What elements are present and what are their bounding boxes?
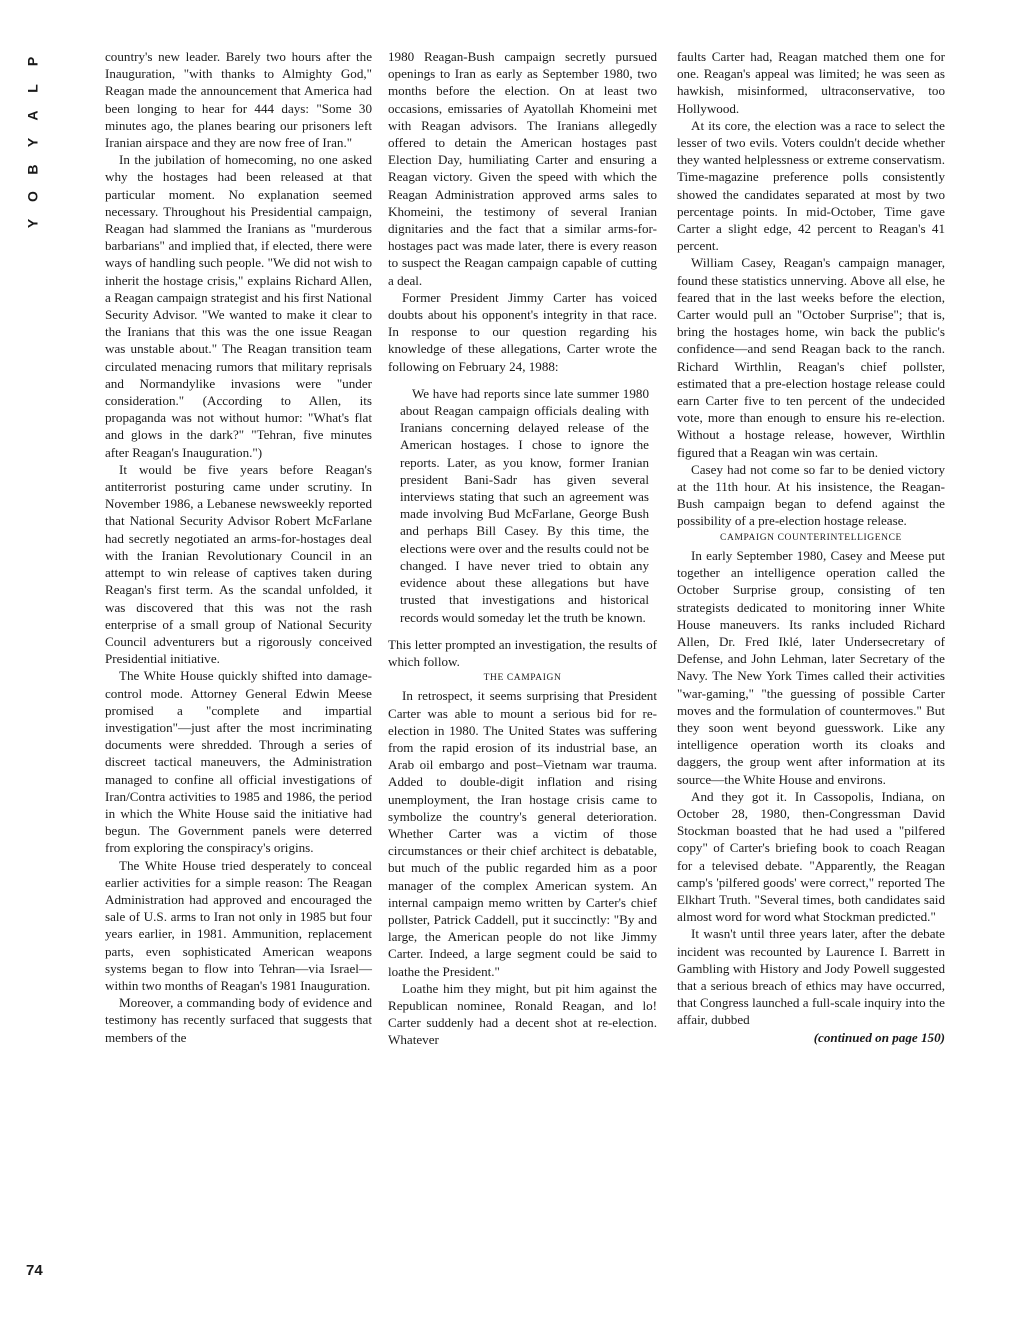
paragraph: In the jubilation of homecoming, no one asked why the hostages had been released at that particular moment. No explanation seemed necessary. Throughout his Presidential campaign, Reagan had slammed the Iranians as "murderous barbarians" and implied that, if elected, there were ways of handling such people. "We did not wish to inherit the hostage crisis," explains Richard Allen, a Reagan campaign strategist and his first National Security Advisor. "We wanted to make it clear to the Iranians that this was the one issue Reagan was unstable about." The Reagan transition team circulated menacing rumors that military reprisals and Normandylike invasions were "under consideration." (According to Allen, its propaganda was not without humor: "What's flat and glows in the dark?" "Tehran, five minutes after Reagan's Inauguration.") <box>105 152 372 460</box>
paragraph: William Casey, Reagan's campaign manager, found these statistics unnerving. Above all else, he feared that in the last weeks before the election, Carter would pull an "October Surprise"; that is, bring the hostages home, win back the public's confidence—and send Reagan back to the ranch. Richard Wirthlin, Reagan's chief pollster, estimated that a pre-election hostage release could earn Carter five to ten percent of the undecided vote, more than enough to ensure his re-election. Without a hostage release, however, Wirthlin figured that a Reagan win was certain. <box>677 255 945 460</box>
paragraph: This letter prompted an investigation, the results of which follow. <box>388 636 657 669</box>
paragraph: And they got it. In Cassopolis, Indiana, on October 28, 1980, then-Congressman David Stockman boasted that he had used a "pilfered copy" of Carter's briefing book to coach Reagan for a televised debate. "Apparently, the Reagan camp's 'pilfered goods' were correct," reported The Elkhart Truth. "Several times, both candidates said almost word for word what Stockman predicted." <box>677 788 945 925</box>
section-heading: CAMPAIGN COUNTERINTELLIGENCE <box>720 532 902 543</box>
paragraph: Loathe him they might, but pit him against the Republican nominee, Ronald Reagan, and lo! Carter suddenly had a decent shot at re-election. Whatever <box>388 980 657 1048</box>
magazine-name-vertical <box>22 48 44 237</box>
paragraph: 1980 Reagan-Bush campaign secretly pursued openings to Iran as early as September 1980, two months before the election. On at least two occasions, emissaries of Ayatollah Khomeini met with Reagan advisors. The Iranians allegedly offered to detain the American hostages past Election Day, humiliating Carter and ensuring a Reagan victory. Given the speed with which the Reagan Administration approved arms sales to Khomeini, the testimony of several Iranian dignitaries and the fact that a similar arms-for-hostages pact was made later, there is every reason to suspect the Reagan campaign capable of cutting a deal. <box>388 49 657 288</box>
paragraph: faults Carter had, Reagan matched them one for one. Reagan's appeal was limited; he was seen as hawkish, misinformed, ultraconservative, too Hollywood. <box>677 49 945 116</box>
paragraph: Moreover, a commanding body of evidence and testimony has recently surfaced that suggests that members of the <box>105 995 372 1045</box>
magazine-letter: A <box>24 110 41 121</box>
paragraph: It would be five years before Reagan's antiterrorist posturing came under scrutiny. In November 1986, a Lebanese newsweekly reported that National Security Advisor Robert McFarlane had secretly negotiated an arms-for-hostages deal with the Iranian Revolutionary Council in an attempt to win release of captives taken during Reagan's first term. As the scandal unfolded, it was discovered that this was not the rash enterprise of a small group of National Security Council adventurers but a rigorously conceived Presidential initiative. <box>105 461 372 667</box>
paragraph: The White House quickly shifted into damage-control mode. Attorney General Edwin Meese promised a "complete and impartial investigation"—just after the most incriminating documents were shredded. Through a series of discreet tactical maneuvers, the Administration managed to confine all official investigations of Iran/Contra activities to 1985 and 1986, the period in which the White House said the initiative had begun. The Government panels were deterred from exploring the conspiracy's origins. <box>105 668 372 856</box>
paragraph: In early September 1980, Casey and Meese put together an intelligence operation called the October Surprise group, consisting of ten strategists dedicated to monitoring inner White House maneuvers. Its ranks included Richard Allen, Dr. Fred Iklé, later Undersecretary of Defense, and John Lehman, later Secretary of the Navy. The New York Times called their activities "war-gaming," "the guessing of possible Carter moves and the formulation of countermoves." But they soon went beyond guesswork. Like any intelligence operation worth its cloaks and daggers, the group went after information at its source—the White House and environs. <box>677 547 945 787</box>
section-heading: THE CAMPAIGN <box>483 673 562 684</box>
magazine-letter: Y <box>24 218 41 229</box>
block-quote <box>400 385 649 626</box>
paragraph: At its core, the election was a race to select the lesser of two evils. Voters couldn't decide whether they wanted helplessness or extreme conservatism. Time-magazine preference polls consistently showed the candidates separated at most by two percentage points. In mid-October, Time gave Carter a slight edge, 42 percent to Reagan's 41 percent. <box>677 117 945 254</box>
quote-text: We have had reports since late summer 1980 about Reagan campaign officials dealing with Iranians concerning delayed release of the American hostages. I chose to ignore the reports. Later, as you know, former Iranian president Bani-Sadr has given several interviews stating that such an agreement was made involving Bud McFarlane, George Bush and perhaps Bill Casey. By this time, the elections were over and the results could not be changed. I have never tried to obtain any evidence about these allegations but have trusted that investigations and historical records would someday let the truth be known. <box>400 385 649 625</box>
column-1 <box>105 48 372 1046</box>
column-3 <box>677 48 945 1046</box>
magazine-letter: Y <box>24 137 41 148</box>
page-number: 74 <box>26 1262 43 1279</box>
magazine-letter: P <box>24 56 41 67</box>
paragraph: country's new leader. Barely two hours after the Inauguration, "with thanks to Almighty God," Reagan made the announcement that America had been longing to hear for 444 days: "Some 30 minutes ago, the planes bearing our prisoners left Iranian airspace and they are now free of Iran." <box>105 49 372 151</box>
continued-note: (continued on page 150) <box>813 1029 945 1045</box>
paragraph: Former President Jimmy Carter has voiced doubts about his opponent's integrity in that race. In response to our question regarding his knowledge of these allegations, Carter wrote the following on February 24, 1988: <box>388 289 657 374</box>
magazine-letter: L <box>24 84 41 93</box>
paragraph: In retrospect, it seems surprising that President Carter was able to mount a serious bid for re-election in 1980. The United States was suffering from the rapid erosion of its industrial base, an Arab oil embargo and post–Vietnam war trauma. Added to double-digit inflation and rising unemployment, the Iran hostage crisis came to symbolize the country's general deterioration. Whether Carter was a victim of those circumstances or their chief architect is debatable, but much of the public regarded him as a poor manager of the complex American system. An internal campaign memo written by Carter's chief pollster, Patrick Caddell, put it succinctly: "By and large, the American people do not like Jimmy Carter. Indeed, a large segment could be said to loathe the President." <box>388 688 657 979</box>
paragraph: Casey had not come so far to be denied victory at the 11th hour. At his insistence, the Reagan-Bush campaign began to defend against the possibility of a pre-election hostage release. <box>677 461 945 529</box>
paragraph: It wasn't until three years later, after the debate incident was recounted by Laurence I. Barrett in Gambling with History and Jody Powell suggested that a serious breach of ethics may have occurred, that Congress launched a full-scale inquiry into the affair, dubbed <box>677 926 945 1028</box>
paragraph: The White House tried desperately to conceal earlier activities for a simple reason: The Reagan Administration had approved and encouraged the sale of U.S. arms to Iran not only in 1985 but four years earlier, in 1981. Ammunition, replacement parts, even sophisticated American weapons systems began to flow into Tehran—via Israel—within two months of Reagan's 1981 Inauguration. <box>105 857 372 993</box>
magazine-letter: B <box>24 164 41 175</box>
magazine-letter: O <box>24 191 41 202</box>
column-2 <box>388 48 657 1049</box>
